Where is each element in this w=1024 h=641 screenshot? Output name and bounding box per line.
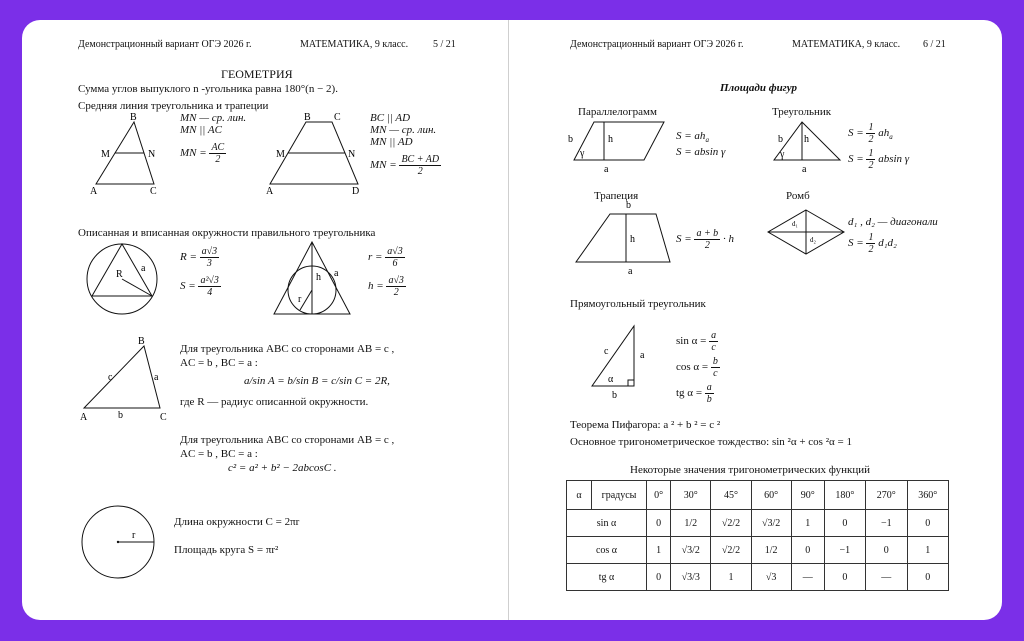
table-row-label: tg α — [567, 564, 647, 591]
height-formula: h = $\frac{a√3}{2}$ — [368, 275, 404, 298]
svg-text:b: b — [118, 410, 123, 421]
svg-text:M: M — [101, 149, 110, 160]
table-cell: 1/2 — [751, 537, 791, 564]
svg-text:b: b — [626, 200, 631, 211]
svg-text:c: c — [604, 346, 609, 357]
table-cell: 0 — [824, 564, 865, 591]
svg-text:a: a — [141, 263, 146, 274]
table-cell: √2/2 — [711, 510, 751, 537]
table-cell: 1 — [711, 564, 751, 591]
table-cell: — — [791, 564, 824, 591]
regular-triangle-area-formula: S = $\frac{\text{a²√3}}{4}$ — [180, 275, 219, 298]
svg-text:r: r — [298, 294, 302, 305]
trap-mid-line2: MN — ср. лин. — [370, 124, 437, 136]
cos-law-line1: Для треугольника ABC со сторонами AB = c , — [180, 434, 395, 446]
table-cell: √2/2 — [711, 537, 751, 564]
table-cell: 1/2 — [671, 510, 711, 537]
table-header-cell: 360° — [907, 481, 949, 510]
table-cell: 0 — [907, 510, 949, 537]
svg-text:C: C — [150, 186, 157, 197]
circle-area-text: Площадь круга S = πr² — [174, 544, 279, 556]
header-exam-title: Демонстрационный вариант ОГЭ 2026 г. — [78, 39, 252, 50]
header-exam-title: Демонстрационный вариант ОГЭ 2026 г. — [570, 39, 744, 50]
left-page — [22, 20, 508, 620]
header-page-number: 5 / 21 — [433, 39, 456, 50]
trig-identity: Основное тригонометрическое тождество: sin ²α + cos ²α = 1 — [570, 436, 852, 448]
circumradius-formula: R = $\frac{a√3}{3}$ — [180, 246, 218, 269]
rhombus-title: Ромб — [786, 190, 810, 202]
table-header-cell: 180° — [824, 481, 865, 510]
inradius-formula: r = $\frac{a√3}{6}$ — [368, 246, 403, 269]
table-header-cell: 60° — [751, 481, 791, 510]
trap-mid-formula: MN = $\frac{BC + AD}{2}$ — [370, 154, 440, 177]
circles-title: Описанная и вписанная окружности правильного треугольника — [78, 227, 376, 239]
section-title-geometry: ГЕОМЕТРИЯ — [221, 67, 293, 81]
table-cell: 1 — [907, 537, 949, 564]
svg-text:b: b — [778, 134, 783, 145]
sine-law-formula: a/sin A = b/sin B = c/sin C = 2R, — [244, 375, 390, 387]
tri-mid-line1: MN — ср. лин. — [180, 112, 247, 124]
svg-text:d₁: d₁ — [792, 220, 798, 228]
table-row — [567, 564, 949, 591]
trap-mid-line1: BC || AD — [370, 112, 411, 124]
table-header-cell: 0° — [647, 481, 671, 510]
table-cell: √3 — [751, 564, 791, 591]
svg-text:a: a — [154, 372, 159, 383]
trap-mid-line3: MN || AD — [370, 136, 413, 148]
circle-figure — [80, 504, 156, 580]
table-cell: 0 — [907, 564, 949, 591]
trig-values-table — [566, 480, 949, 591]
svg-text:b: b — [612, 390, 617, 401]
rhombus-diagonals: d₁ , d₂ — диагонали — [848, 216, 938, 228]
svg-text:A: A — [266, 186, 274, 197]
table-cell: 0 — [647, 564, 671, 591]
rhombus-figure — [766, 208, 846, 258]
svg-text:a: a — [604, 164, 609, 175]
triangle-area-2: S = $\frac{1}{2}$ absin γ — [848, 148, 910, 171]
svg-text:γ: γ — [580, 148, 585, 159]
svg-text:r: r — [132, 530, 136, 541]
inscribed-circle-figure — [272, 240, 352, 320]
pythagoras-theorem: Теорема Пифагора: a ² + b ² = c ² — [570, 419, 721, 431]
page-divider — [508, 20, 509, 620]
table-cell: 0 — [824, 510, 865, 537]
svg-text:γ: γ — [780, 149, 785, 160]
svg-text:h: h — [630, 234, 635, 245]
table-header-cell: α — [567, 481, 592, 510]
svg-text:α: α — [608, 374, 614, 385]
table-row — [567, 510, 949, 537]
table-row-label: sin α — [567, 510, 647, 537]
table-cell: 1 — [791, 510, 824, 537]
table-cell: −1 — [866, 510, 907, 537]
triangle-area-1: S = $\frac{1}{2}$ $ah_a$ — [848, 122, 893, 145]
sin-def: sin α = $\frac{a}{c}$ — [676, 330, 717, 353]
table-cell: — — [866, 564, 907, 591]
table-row — [567, 537, 949, 564]
svg-text:N: N — [148, 149, 156, 160]
midline-title: Средняя линия треугольника и трапеции — [78, 100, 269, 112]
svg-text:h: h — [316, 272, 321, 283]
table-cell: √3/2 — [671, 537, 711, 564]
table-cell: 0 — [866, 537, 907, 564]
triangle-midline-figure — [84, 112, 164, 197]
svg-text:C: C — [160, 412, 167, 423]
header-page-number: 6 / 21 — [923, 39, 946, 50]
parallelogram-figure — [568, 120, 674, 175]
table-row-label: cos α — [567, 537, 647, 564]
tg-def: tg α = $\frac{a}{b}$ — [676, 382, 712, 405]
header-subject: МАТЕМАТИКА, 9 класс. — [300, 39, 409, 50]
right-page — [510, 20, 1002, 620]
svg-text:B: B — [130, 112, 137, 123]
header-subject: МАТЕМАТИКА, 9 класс. — [792, 39, 901, 50]
parallelogram-title: Параллелограмм — [578, 106, 657, 118]
table-header-cell: 270° — [866, 481, 907, 510]
svg-text:A: A — [90, 186, 98, 197]
table-cell: √3/2 — [751, 510, 791, 537]
svg-text:M: M — [276, 149, 285, 160]
table-cell: 0 — [791, 537, 824, 564]
parallelogram-area-1: $S = ah_a$ — [676, 130, 709, 145]
svg-text:h: h — [608, 134, 613, 145]
section-title-areas: Площади фигур — [720, 82, 797, 94]
parallelogram-area-2: S = absin γ — [676, 146, 726, 158]
table-header-cell: градусы — [592, 481, 647, 510]
cos-law-formula: c² = a² + b² − 2abcosC . — [228, 462, 337, 474]
table-cell: 1 — [647, 537, 671, 564]
table-cell: 0 — [647, 510, 671, 537]
svg-text:a: a — [628, 266, 633, 277]
rhombus-area: S = $\frac{1}{2}$ d₁d₂ — [848, 232, 897, 255]
tri-mid-formula: MN = $\frac{AC}{2}$ — [180, 142, 225, 165]
table-cell: √3/3 — [671, 564, 711, 591]
sine-law-line3: где R — радиус описанной окружности. — [180, 396, 369, 408]
svg-text:d₂: d₂ — [810, 236, 816, 244]
trig-table-title: Некоторые значения тригонометрических функций — [630, 464, 871, 476]
trapezoid-figure — [574, 200, 684, 277]
sine-law-line2: AC = b , BC = a : — [180, 357, 258, 369]
svg-text:a: a — [640, 350, 645, 361]
angles-sum-text: Сумма углов выпуклого n -угольника равна 180°(n − 2). — [78, 83, 338, 95]
triangle-figure — [772, 120, 852, 175]
trapezoid-area: S = $\frac{a + b}{2}$ · h — [676, 228, 734, 251]
document-spread — [22, 20, 1002, 620]
cos-law-line2: AC = b , BC = a : — [180, 448, 258, 460]
abc-triangle-figure — [80, 336, 180, 423]
svg-text:B: B — [138, 336, 145, 347]
table-header-cell: 90° — [791, 481, 824, 510]
svg-text:D: D — [352, 186, 360, 197]
svg-text:a: a — [802, 164, 807, 175]
svg-text:B: B — [304, 112, 311, 123]
svg-text:C: C — [334, 112, 341, 123]
table-header-row — [567, 481, 949, 510]
trapezoid-midline-figure — [266, 112, 366, 197]
svg-text:h: h — [804, 134, 809, 145]
circle-length-text: Длина окружности C = 2πr — [174, 516, 300, 528]
circumscribed-circle-figure — [86, 243, 158, 315]
sine-law-line1: Для треугольника ABC со сторонами AB = c , — [180, 343, 395, 355]
table-header-cell: 45° — [711, 481, 751, 510]
tri-mid-line2: MN || AC — [180, 124, 222, 136]
table-header-cell: 30° — [671, 481, 711, 510]
right-triangle-figure — [590, 324, 660, 401]
svg-text:b: b — [568, 134, 573, 145]
svg-text:R: R — [116, 269, 123, 280]
svg-text:a: a — [334, 268, 339, 279]
trapezoid-title: Трапеция — [594, 190, 639, 202]
triangle-title: Треугольник — [772, 106, 832, 118]
right-triangle-title: Прямоугольный треугольник — [570, 298, 706, 310]
svg-text:c: c — [108, 372, 113, 383]
table-cell: −1 — [824, 537, 865, 564]
cos-def: cos α = $\frac{b}{c}$ — [676, 356, 718, 379]
svg-text:A: A — [80, 412, 88, 423]
svg-text:N: N — [348, 149, 356, 160]
